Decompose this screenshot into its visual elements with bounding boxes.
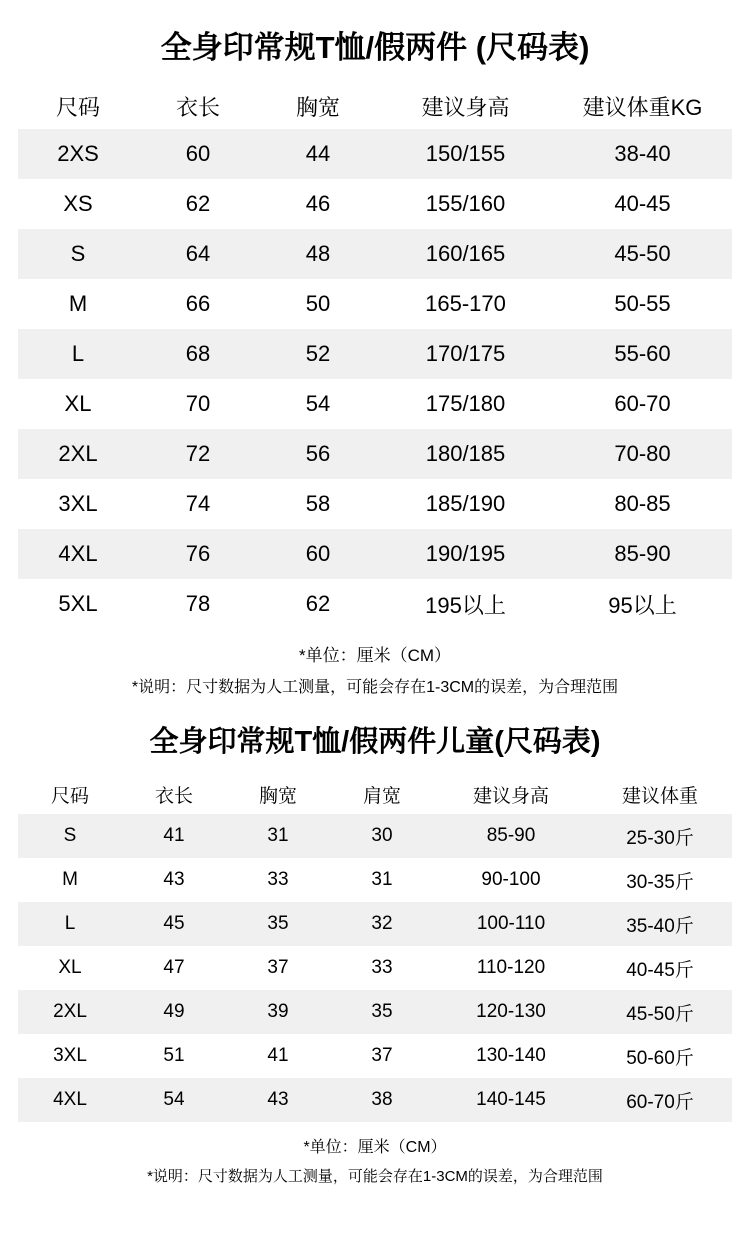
kid-size-section	[0, 701, 750, 1186]
cell-height: 195以上	[378, 579, 553, 629]
adult-unit-note: *单位：厘米（CM）	[298, 646, 452, 665]
cell-chest: 62	[258, 579, 378, 629]
cell-weight: 30-35斤	[588, 858, 732, 902]
table-row	[18, 1078, 732, 1122]
cell-weight: 40-45	[553, 179, 732, 229]
cell-height: 165-170	[378, 279, 553, 329]
cell-height: 170/175	[378, 329, 553, 379]
cell-shoulder: 38	[330, 1078, 434, 1122]
table-row	[18, 229, 732, 279]
adult-table-header	[18, 83, 732, 129]
cell-weight: 38-40	[553, 129, 732, 179]
cell-chest: 33	[226, 858, 330, 902]
cell-height: 120-130	[434, 990, 588, 1034]
cell-weight: 85-90	[553, 529, 732, 579]
cell-chest: 41	[226, 1034, 330, 1078]
cell-height: 175/180	[378, 379, 553, 429]
column-header-height: 建议身高	[434, 774, 588, 814]
table-row	[18, 479, 732, 529]
column-header-weight: 建议体重	[588, 774, 732, 814]
cell-size: 5XL	[18, 579, 138, 629]
cell-weight: 60-70斤	[588, 1078, 732, 1122]
adult-section-title: 全身印常规T恤/假两件 (尺码表)	[160, 30, 590, 65]
cell-length: 60	[138, 129, 258, 179]
cell-weight: 55-60	[553, 329, 732, 379]
table-row	[18, 946, 732, 990]
cell-size: XL	[18, 379, 138, 429]
cell-size: XL	[18, 946, 122, 990]
cell-size: M	[18, 858, 122, 902]
cell-weight: 95以上	[553, 579, 732, 629]
cell-length: 78	[138, 579, 258, 629]
table-row	[18, 379, 732, 429]
cell-chest: 39	[226, 990, 330, 1034]
cell-length: 76	[138, 529, 258, 579]
cell-chest: 37	[226, 946, 330, 990]
cell-length: 51	[122, 1034, 226, 1078]
cell-size: S	[18, 229, 138, 279]
cell-chest: 50	[258, 279, 378, 329]
cell-height: 160/165	[378, 229, 553, 279]
cell-chest: 31	[226, 814, 330, 858]
cell-height: 190/195	[378, 529, 553, 579]
cell-length: 41	[122, 814, 226, 858]
table-row	[18, 279, 732, 329]
kid-unit-note: *单位：厘米（CM）	[303, 1139, 447, 1156]
table-header-row	[18, 774, 732, 814]
cell-height: 150/155	[378, 129, 553, 179]
cell-size: 3XL	[18, 479, 138, 529]
cell-size: S	[18, 814, 122, 858]
cell-shoulder: 33	[330, 946, 434, 990]
kid-size-table	[18, 774, 732, 1122]
cell-size: 2XL	[18, 429, 138, 479]
cell-length: 54	[122, 1078, 226, 1122]
cell-height: 100-110	[434, 902, 588, 946]
cell-shoulder: 30	[330, 814, 434, 858]
adult-size-table	[18, 83, 732, 629]
cell-size: 2XS	[18, 129, 138, 179]
cell-weight: 45-50斤	[588, 990, 732, 1034]
column-header-chest: 胸宽	[258, 83, 378, 129]
cell-size: M	[18, 279, 138, 329]
cell-size: XS	[18, 179, 138, 229]
kid-section-title: 全身印常规T恤/假两件儿童(尺码表)	[149, 726, 601, 758]
table-row	[18, 814, 732, 858]
cell-length: 72	[138, 429, 258, 479]
cell-height: 140-145	[434, 1078, 588, 1122]
cell-height: 185/190	[378, 479, 553, 529]
cell-weight: 80-85	[553, 479, 732, 529]
table-row	[18, 1034, 732, 1078]
kid-table-body	[18, 814, 732, 1122]
cell-size: L	[18, 329, 138, 379]
table-row	[18, 858, 732, 902]
column-header-height: 建议身高	[378, 83, 553, 129]
cell-weight: 45-50	[553, 229, 732, 279]
cell-weight: 50-55	[553, 279, 732, 329]
cell-length: 45	[122, 902, 226, 946]
cell-chest: 46	[258, 179, 378, 229]
cell-length: 62	[138, 179, 258, 229]
cell-chest: 54	[258, 379, 378, 429]
column-header-length: 衣长	[138, 83, 258, 129]
cell-length: 68	[138, 329, 258, 379]
column-header-chest: 胸宽	[226, 774, 330, 814]
table-row	[18, 429, 732, 479]
column-header-shoulder: 肩宽	[330, 774, 434, 814]
cell-chest: 58	[258, 479, 378, 529]
adult-table-body	[18, 129, 732, 629]
kid-description-note: *说明：尺寸数据为人工测量，可能会存在1-3CM的误差，为合理范围	[147, 1168, 603, 1185]
table-row	[18, 329, 732, 379]
cell-shoulder: 31	[330, 858, 434, 902]
column-header-length: 衣长	[122, 774, 226, 814]
cell-chest: 52	[258, 329, 378, 379]
cell-length: 43	[122, 858, 226, 902]
cell-length: 49	[122, 990, 226, 1034]
cell-height: 130-140	[434, 1034, 588, 1078]
cell-length: 74	[138, 479, 258, 529]
cell-weight: 35-40斤	[588, 902, 732, 946]
table-row	[18, 902, 732, 946]
cell-length: 70	[138, 379, 258, 429]
cell-chest: 56	[258, 429, 378, 479]
cell-shoulder: 35	[330, 990, 434, 1034]
column-header-weight: 建议体重KG	[553, 83, 732, 129]
cell-chest: 48	[258, 229, 378, 279]
cell-height: 85-90	[434, 814, 588, 858]
cell-weight: 25-30斤	[588, 814, 732, 858]
kid-table-header	[18, 774, 732, 814]
cell-weight: 50-60斤	[588, 1034, 732, 1078]
table-header-row	[18, 83, 732, 129]
cell-height: 180/185	[378, 429, 553, 479]
cell-weight: 60-70	[553, 379, 732, 429]
table-row	[18, 179, 732, 229]
cell-size: 4XL	[18, 1078, 122, 1122]
cell-shoulder: 32	[330, 902, 434, 946]
cell-chest: 35	[226, 902, 330, 946]
cell-chest: 43	[226, 1078, 330, 1122]
cell-chest: 44	[258, 129, 378, 179]
cell-length: 66	[138, 279, 258, 329]
cell-length: 64	[138, 229, 258, 279]
cell-size: 4XL	[18, 529, 138, 579]
table-row	[18, 529, 732, 579]
table-row	[18, 990, 732, 1034]
column-header-size: 尺码	[18, 83, 138, 129]
cell-height: 155/160	[378, 179, 553, 229]
table-row	[18, 579, 732, 629]
cell-height: 90-100	[434, 858, 588, 902]
cell-size: 3XL	[18, 1034, 122, 1078]
adult-description-note: *说明：尺寸数据为人工测量，可能会存在1-3CM的误差，为合理范围	[131, 679, 619, 696]
cell-shoulder: 37	[330, 1034, 434, 1078]
cell-chest: 60	[258, 529, 378, 579]
cell-size: 2XL	[18, 990, 122, 1034]
cell-weight: 70-80	[553, 429, 732, 479]
column-header-size: 尺码	[18, 774, 122, 814]
table-row	[18, 129, 732, 179]
cell-weight: 40-45斤	[588, 946, 732, 990]
cell-length: 47	[122, 946, 226, 990]
cell-size: L	[18, 902, 122, 946]
cell-height: 110-120	[434, 946, 588, 990]
